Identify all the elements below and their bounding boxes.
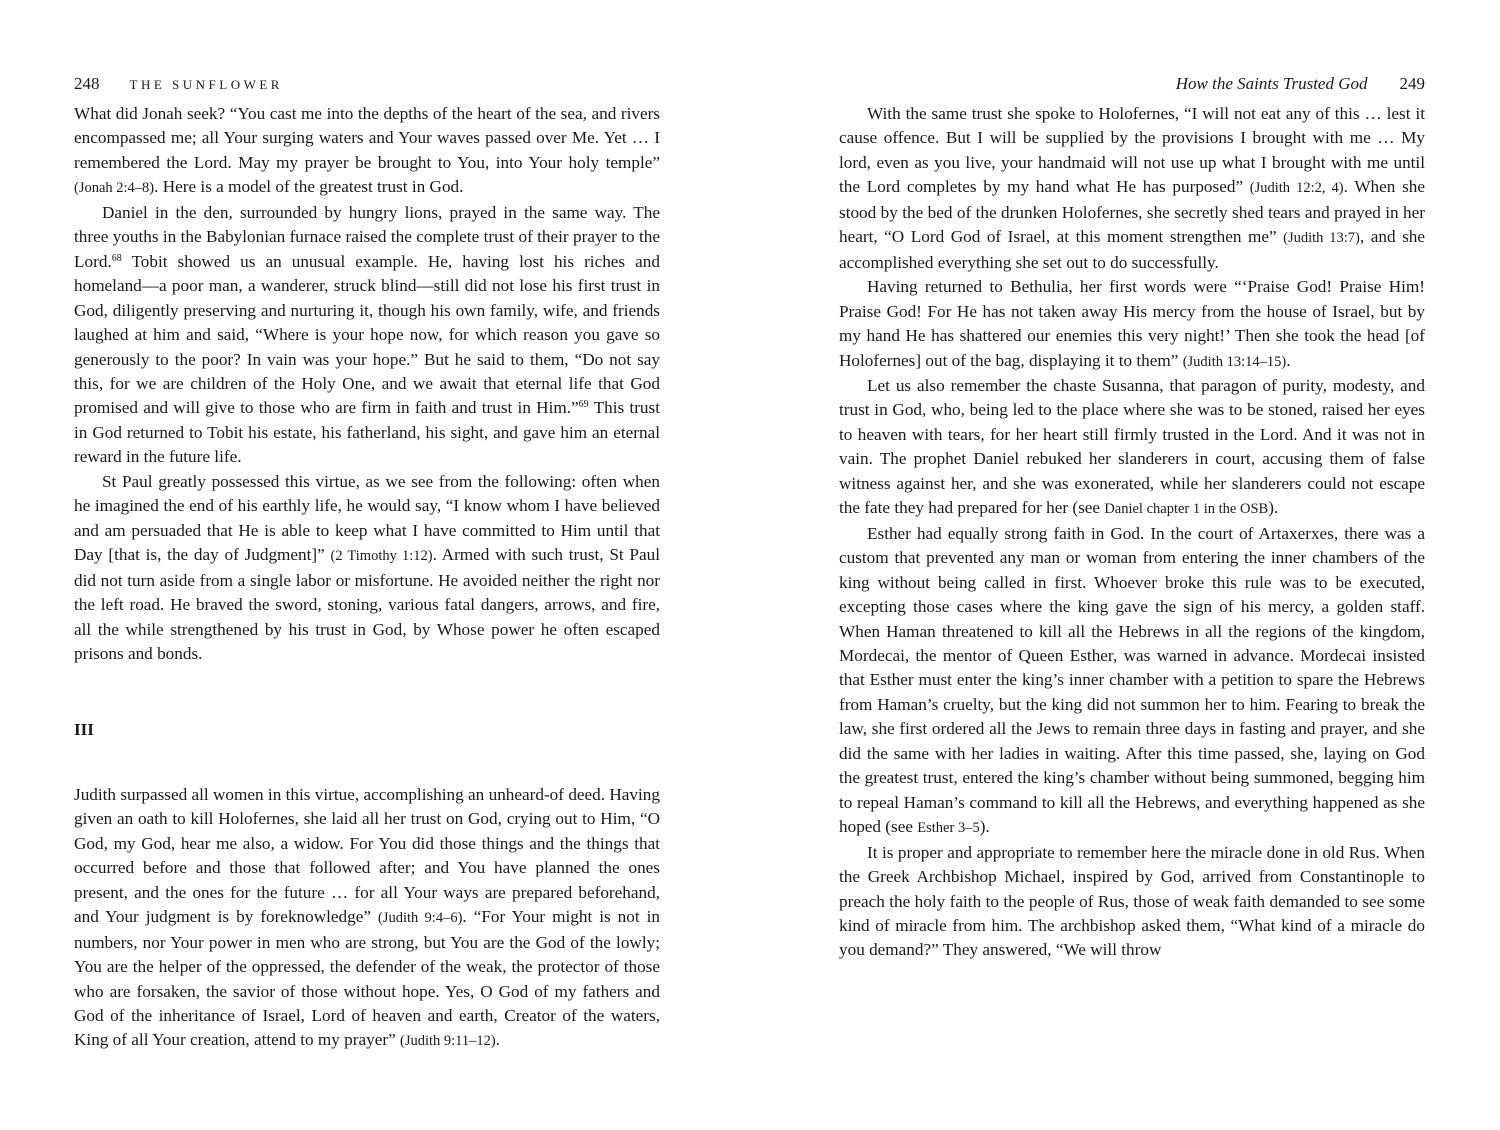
right-page	[750, 0, 1500, 1130]
citation: Daniel chapter 1 in the OSB	[1104, 501, 1269, 518]
paragraph-st-paul: St Paul greatly possessed this virtue, as we see from the following: often when he imagined the end of his earthly life, he would say, “I know whom I have believed and am persuaded that He is able to keep what I have committed to Him until that Day [that is, the day of Judgment]” (2 Timothy 1:12). Armed with such trust, St Paul did not turn aside from a single labor or misfortune. He avoided neither the right nor the left road. He braved the sword, stoning, various fatal dangers, arrows, and fire, all the while strengthened by his trust in God, by Whose power he often escaped prisons and bonds.	[74, 471, 660, 663]
paragraph-bethulia: Having returned to Bethulia, her first words were “‘Praise God! Praise Him! Praise God! For He has not taken away His mercy from the house of Israel, but by my hand He has shattered our enemies this very night!’ Then she took the head [of Holofernes] out of the bag, displaying it to them” (Judith 13:14–15).	[839, 277, 1425, 370]
running-title: How the Saints Trusted God	[1175, 74, 1368, 93]
page-number: 249	[1399, 74, 1425, 93]
footnote-ref: 69	[578, 399, 589, 411]
paragraph-susanna: Let us also remember the chaste Susanna, that paragon of purity, modesty, and trust in God, who, being led to the place where she was to be stoned, raised her eyes to heaven with tears, for her heart still firmly trusted in the Lord. And it was not in vain. The prophet Daniel rebuked her slanderers in court, accusing them of false witness against her, and she was exonerated, while her slanderers could not escape the fate they had prepared for her (see Daniel chapter 1 in the OSB).	[839, 375, 1425, 518]
running-title: THE SUNFLOWER	[129, 77, 283, 92]
paragraph-rus-miracle: It is proper and appropriate to remember here the miracle done in old Rus. When the Greek Archbishop Michael, inspired by God, arrived from Constantinople to preach the holy faith to the people of Rus, those of weak faith demanded to see some kind of miracle from him. The archbishop asked them, “What kind of a miracle do you demand?” They answered, “We will throw	[839, 842, 1425, 960]
page-number: 248	[74, 74, 100, 93]
right-running-header	[1176, 72, 1425, 96]
paragraph-daniel-tobit: Daniel in the den, surrounded by hungry lions, prayed in the same way. The three youths in the Babylonian furnace raised the complete trust of their prayer to the Lord.$^{68}$ Tobit showed us an unusual example. He, having lost his riches and homeland—a poor man, a wanderer, struck blind—still did not lose his first trust in God, diligently preserving and nurturing it, though his own family, wife, and friends laughed at him and said, “Where is your hope now, for which reason you gave so generously to the poor? In vain was your hope.” But he said to them, “Do not say this, for we are children of the Holy One, and we await that eternal life that God promised and will give to those who are firm in faith and trust in Him.”$^{69}$ This trust in God returned to Tobit his estate, his fatherland, his sight, and gave him an eternal reward in the future life.	[74, 202, 660, 467]
right-page-body	[839, 102, 1425, 963]
footnote-ref: 68	[111, 252, 122, 264]
citation: (2 Timothy 1:12)	[330, 548, 433, 565]
citation: (Judith 9:4–6)	[377, 910, 463, 927]
citation: (Jonah 2:4–8)	[74, 180, 155, 197]
citation: (Judith 13:7)	[1283, 230, 1360, 247]
section-heading: III	[74, 720, 94, 740]
paragraph-jonah: What did Jonah seek? “You cast me into the depths of the heart of the sea, and rivers encompassed me; all Your surging waters and Your waves passed over Me. Yet … I remembered the Lord. May my prayer be brought to You, into Your holy temple” (Jonah 2:4–8). Here is a model of the greatest trust in God.	[74, 104, 660, 197]
citation: Esther 3–5	[917, 820, 980, 837]
citation: (Judith 13:14–15)	[1182, 353, 1287, 370]
citation: (Judith 12:2, 4)	[1249, 180, 1344, 197]
left-page-body	[74, 102, 660, 1054]
left-running-header	[74, 72, 283, 96]
paragraph-holofernes: With the same trust she spoke to Holofernes, “I will not eat any of this … lest it cause offence. But I will be supplied by the provisions I brought with me … My lord, even as you live, your handmaid will not use up what I brought with me until the Lord completes by my hand what He has purposed” (Judith 12:2, 4). When she stood by the bed of the drunken Holofernes, she secretly shed tears and prayed in her heart, “O Lord God of Israel, at this moment strengthen me” (Judith 13:7), and she accomplished everything she set out to do successfully.	[839, 104, 1425, 272]
citation: (Judith 9:11–12)	[400, 1033, 496, 1050]
paragraph-judith: Judith surpassed all women in this virtue, accomplishing an unheard-of deed. Having given an oath to kill Holofernes, she laid all her trust on God, crying out to Him, “O God, my God, hear me also, a widow. For You did those things and the things that occurred before and those that followed after; and You have planned the ones present, and the ones for the future … for all Your ways are prepared beforehand, and Your judgment is by foreknowledge” (Judith 9:4–6). “For Your might is not in numbers, nor Your power in men who are strong, but You are the God of the lowly; You are the helper of the oppressed, the defender of the weak, the protector of those who are forsaken, the savior of those without hope. Yes, O God of my fathers and God of the inheritance of Israel, Lord of heaven and earth, Creator of the waters, King of all Your creation, attend to my prayer” (Judith 9:11–12).	[74, 784, 660, 1050]
paragraph-esther: Esther had equally strong faith in God. In the court of Artaxerxes, there was a custom that prevented any man or woman from entering the inner chambers of the king without being called in first. Whoever broke this rule was to be executed, excepting those cases where the king gave the sign of his mercy, a golden staff. When Haman threatened to kill all the Hebrews in all the regions of the kingdom, Mordecai, the mentor of Queen Esther, was warned in advance. Mordecai insisted that Esther must enter the king’s inner chamber with a petition to spare the Hebrews from Haman’s cruelty, but the king did not summon her to him. Fearing to break the law, she first ordered all the Jews to remain three days in fasting and prayer, and she did the same with her ladies in waiting. After this time passed, she, laying on God the greatest trust, entered the king’s chamber without being summoned, begging him to repeal Haman’s command to kill all the Hebrews, and everything happened as she hoped (see Esther 3–5).	[839, 523, 1425, 837]
